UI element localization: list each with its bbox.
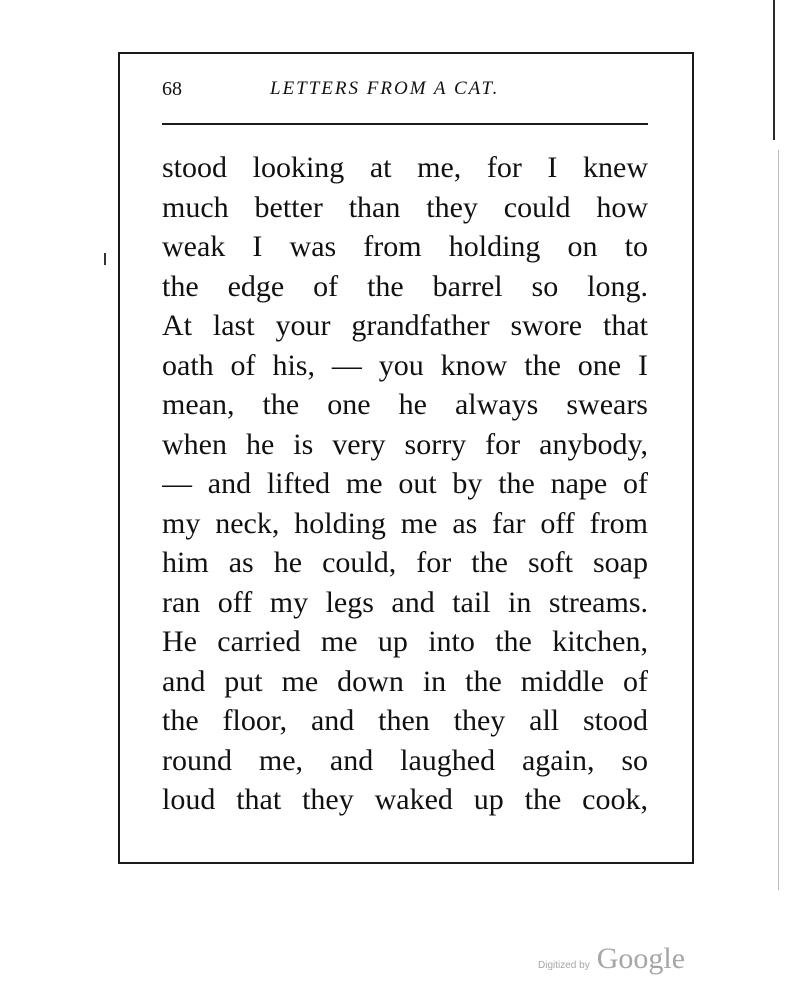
text-line: much better than they could how [162, 190, 648, 224]
page-number: 68 [162, 78, 182, 100]
body-text [162, 148, 648, 820]
text-line: my neck, holding me as far off from [162, 506, 648, 540]
text-line: oath of his, — you know the one I [162, 348, 648, 382]
text-line: loud that they waked up the cook, [162, 783, 648, 816]
digitized-watermark [538, 942, 685, 976]
scan-edge-shadow [778, 150, 779, 890]
text-line: the edge of the barrel so long. [162, 269, 648, 303]
text-line: He carried me up into the kitchen, [162, 625, 648, 658]
scan-edge-line [773, 0, 775, 140]
running-title: LETTERS FROM A CAT. [270, 78, 500, 99]
text-line: the floor, and then they all stood [162, 704, 648, 737]
text-line: mean, the one he always swears [162, 388, 648, 421]
page-header [162, 76, 648, 106]
scan-stray-mark [104, 253, 106, 265]
text-line: ran off my legs and tail in streams. [162, 585, 648, 619]
text-line: weak I was from holding on to [162, 230, 648, 263]
text-line: round me, and laughed again, so [162, 743, 648, 777]
watermark-prefix: Digitized by [538, 960, 590, 971]
text-line: At last your grandfather swore that [162, 309, 648, 342]
text-line: when he is very sorry for anybody, [162, 427, 648, 461]
watermark-brand: Google [596, 942, 686, 975]
header-rule [162, 123, 648, 125]
text-line: — and lifted me out by the nape of [162, 467, 648, 500]
text-line: stood looking at me, for I knew [162, 151, 648, 184]
text-line: and put me down in the middle of [162, 664, 648, 698]
text-line: him as he could, for the soft soap [162, 546, 648, 579]
